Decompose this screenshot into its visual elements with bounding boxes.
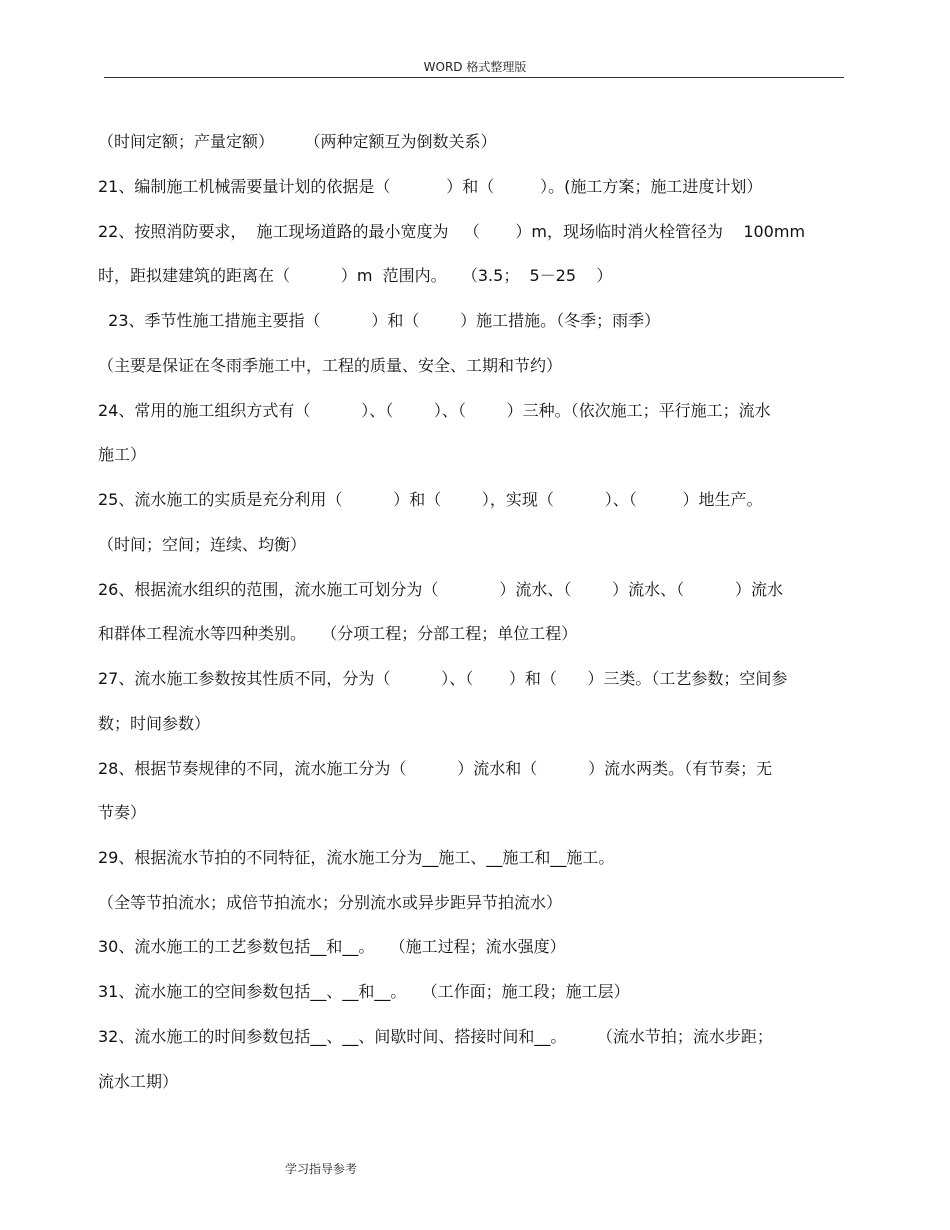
text-line: 和群体工程流水等四种类别。 （分项工程；分部工程；单位工程）	[98, 624, 578, 643]
text-line: 流水工期）	[98, 1072, 179, 1091]
text-line: 21、编制施工机械需要量计划的依据是（ ）和（ ）。(施工方案；施工进度计划）	[98, 177, 763, 196]
page-header: WORD 格式整理版	[423, 60, 527, 74]
text-line: 31、流水施工的空间参数包括__、__和__。 （工作面；施工段；施工层）	[98, 982, 630, 1001]
header-rule	[104, 77, 844, 78]
text-line: 26、根据流水组织的范围，流水施工可划分为（ ）流水、（ ）流水、（ ）流水	[98, 580, 783, 599]
text-line: 施工）	[98, 445, 147, 464]
text-line: 32、流水施工的时间参数包括__、__、间歇时间、搭接时间和__。 （流水节拍；流水步距；	[98, 1027, 773, 1046]
text-line: 27、流水施工参数按其性质不同，分为（ ）、（ ）和（ ）三类。（工艺参数；空间参	[98, 669, 788, 688]
text-line: 节奏）	[98, 803, 147, 822]
page-footer: 学习指导参考	[285, 1162, 358, 1176]
text-line: 时，距拟建建筑的距离在（ ）m 范围内。 （3.5； 5－25 ）	[98, 266, 613, 285]
text-line: （主要是保证在冬雨季施工中，工程的质量、安全、工期和节约）	[98, 356, 563, 375]
text-line: 28、根据节奏规律的不同，流水施工分为（ ）流水和（ ）流水两类。（有节奏；无	[98, 759, 773, 778]
text-line: 24、常用的施工组织方式有（ ）、（ ）、（ ）三种。（依次施工；平行施工；流水	[98, 401, 771, 420]
text-line: 22、按照消防要求， 施工现场道路的最小宽度为 （ ）m，现场临时消火栓管径为 100mm	[98, 222, 806, 241]
text-line: 29、根据流水节拍的不同特征，流水施工分为__施工、__施工和__施工。	[98, 848, 615, 867]
text-line: 25、流水施工的实质是充分利用（ ）和（ ），实现（ ）、（ ）地生产。	[98, 490, 763, 509]
text-line: 数；时间参数）	[98, 714, 211, 733]
text-line: （时间定额；产量定额） （两种定额互为倒数关系）	[98, 132, 497, 151]
text-line: （时间；空间；连续、均衡）	[98, 535, 307, 554]
text-line: （全等节拍流水；成倍节拍流水；分别流水或异步距异节拍流水）	[98, 893, 563, 912]
text-line: 30、流水施工的工艺参数包括__和__。 （施工过程；流水强度）	[98, 937, 566, 956]
text-line: 23、季节性施工措施主要指（ ）和（ ）施工措施。（冬季；雨季）	[98, 311, 661, 330]
